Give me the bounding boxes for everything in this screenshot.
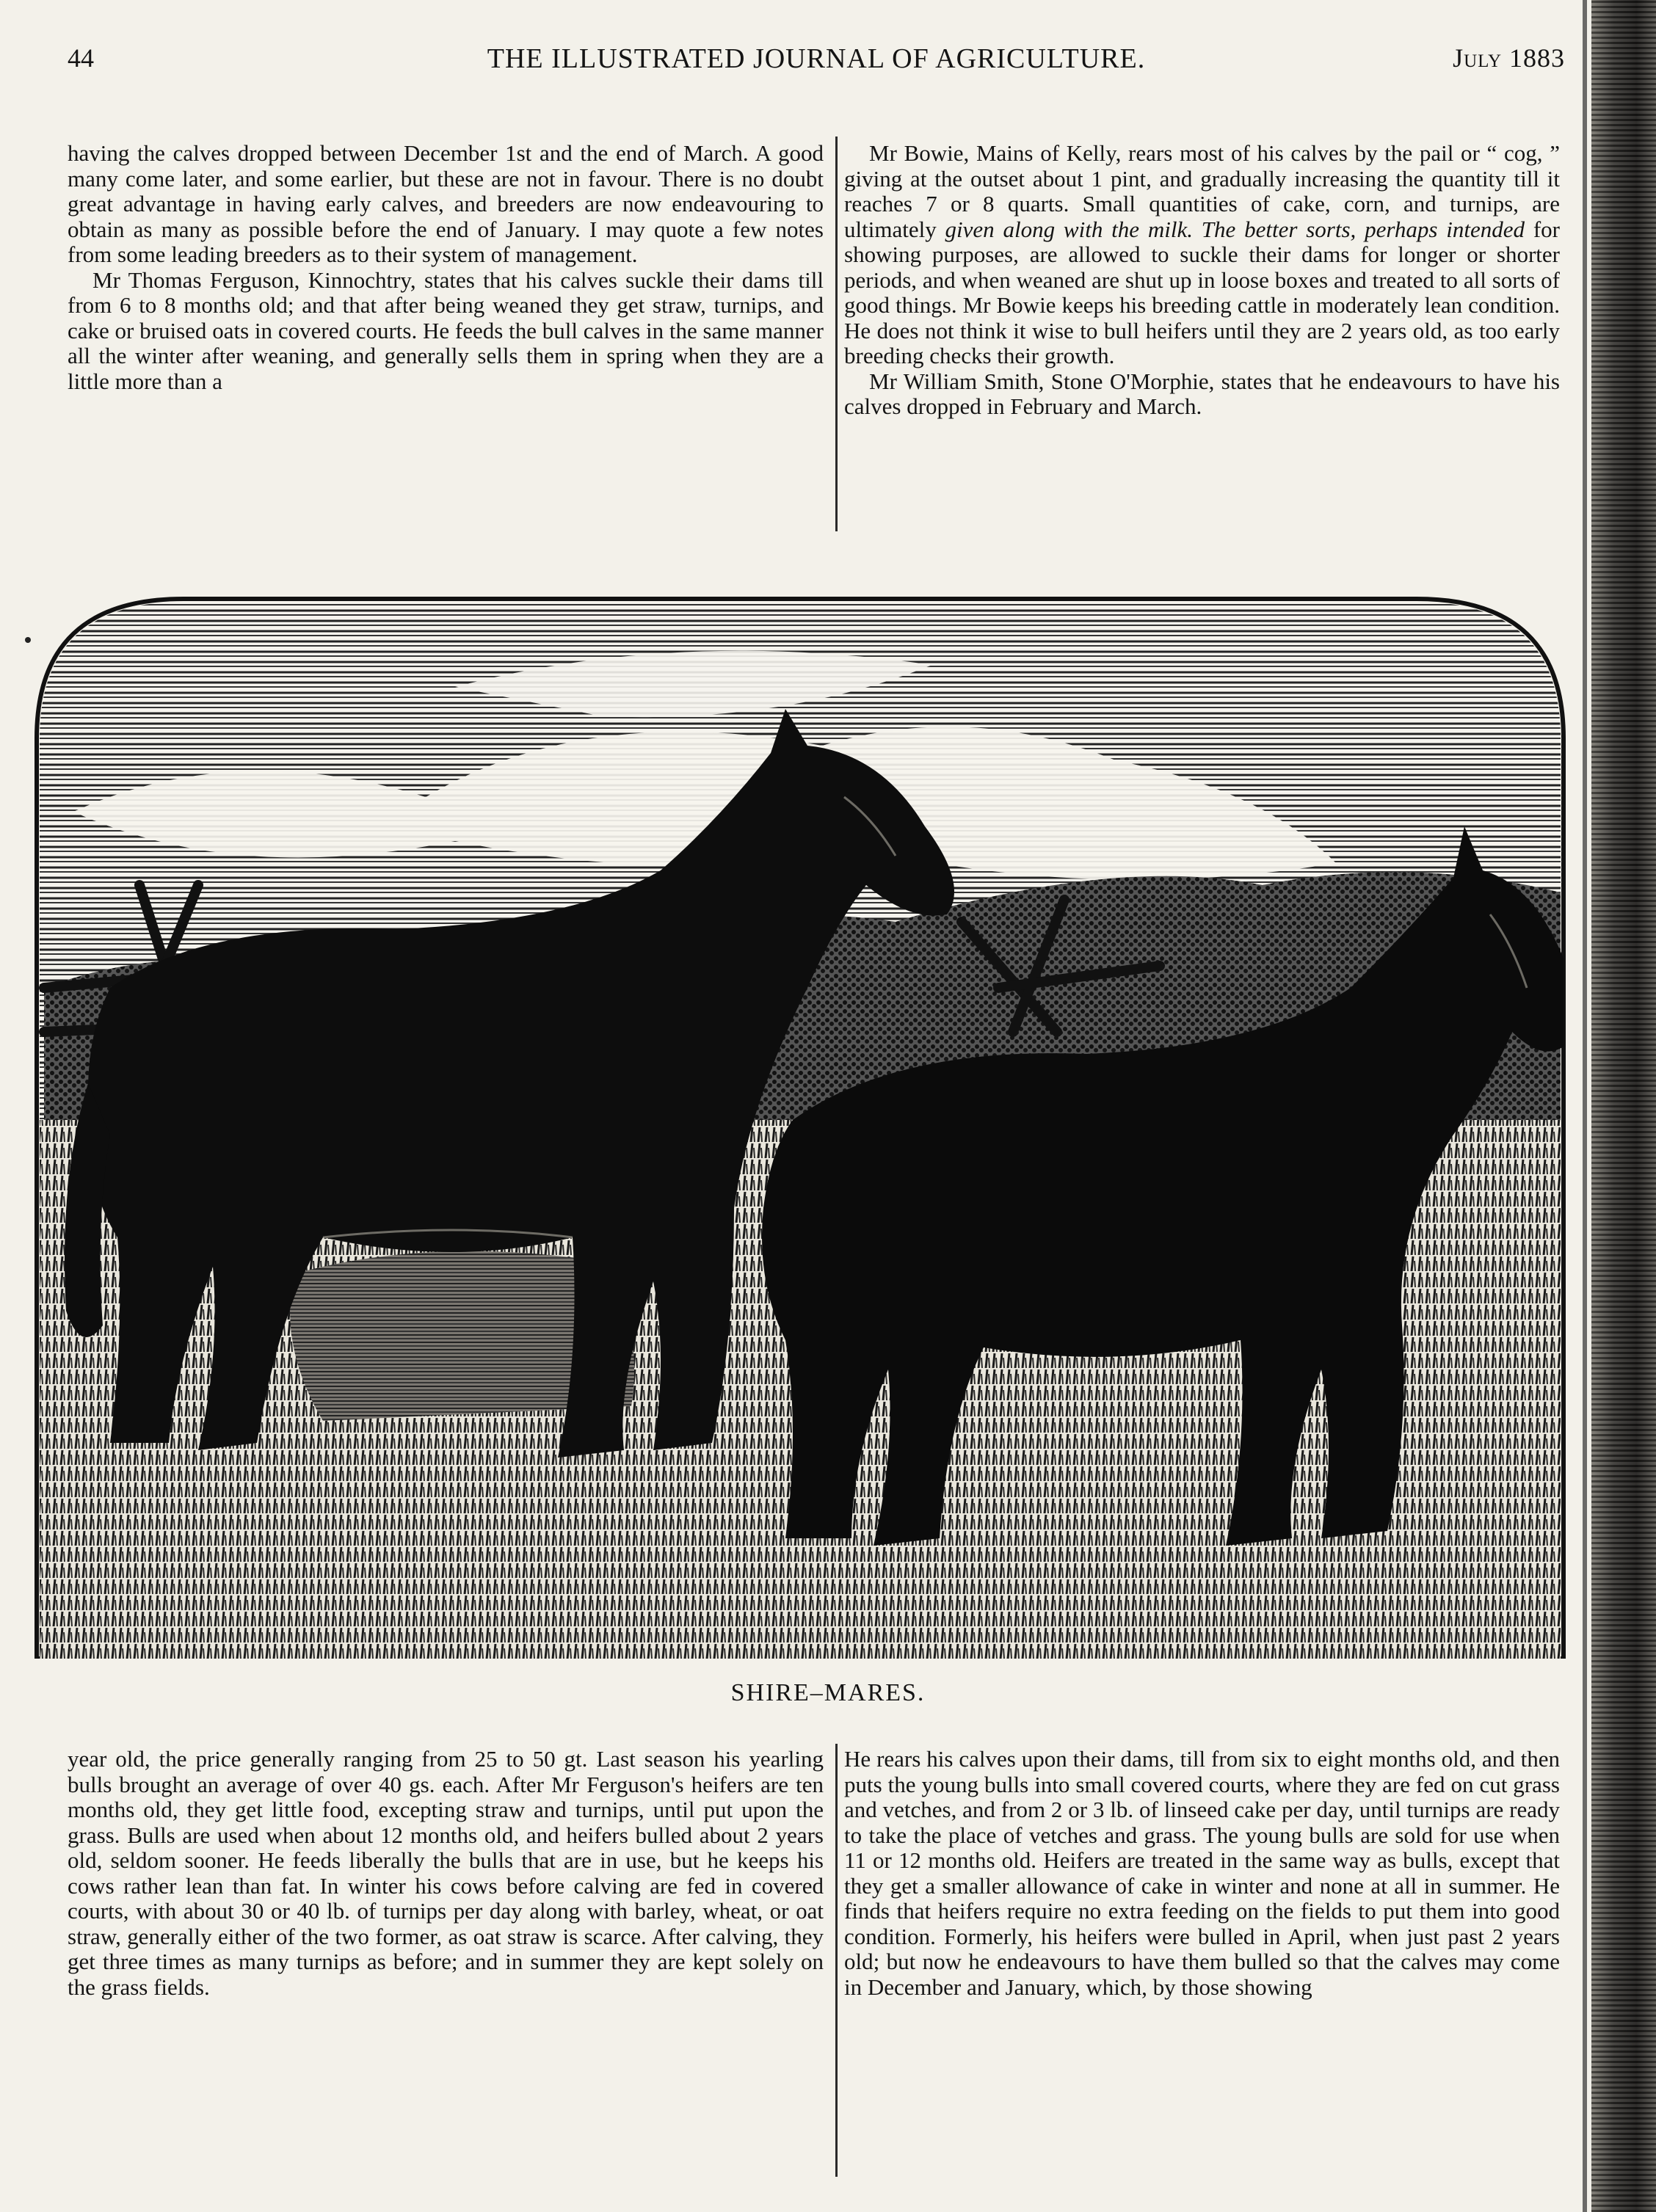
- bottom-right-column: [844, 1747, 1560, 2000]
- journal-title: THE ILLUSTRATED JOURNAL OF AGRICULTURE.: [487, 43, 1146, 74]
- issue-date: July 1883: [1453, 43, 1565, 73]
- scanned-page-edge: [1591, 0, 1656, 2212]
- paragraph: He rears his calves upon their dams, till from six to eight months old, and then puts the young bulls into small covered courts, where they are fed on cut grass and vetches, and from 2 or 3 lb. of linseed cake per day, until turnips are ready to take the place of vetches and grass. The young bulls are sold for use when 11 or 12 months old. Heifers are treated in the same way as bulls, except that they get a smaller allowance of cake in winter and none at all in summer. He finds that heifers require no extra feeding on the fields to put them into good condition. Formerly, his heifers were bulled in April, when just past 2 years old; but now he endeavours to have them bulled so that the calves may come in December and January, which, by those showing: [844, 1746, 1560, 2000]
- shire-mares-engraving: [15, 577, 1586, 1659]
- text-run: Mr Bowie, Mains of Kelly, rears most of his calves by the pail or “ cog, ” giving at the outset about 1 pint, and gradually increasing the quantity till it reaches 7 or 8 quarts. Small quantities of cake, corn, and turnips, are ultimately: [844, 140, 1560, 242]
- column-rule: [835, 137, 838, 531]
- paragraph: Mr William Smith, Stone O'Morphie, states that he endeavours to have his calves dropped in February and March.: [844, 368, 1560, 419]
- page-number: 44: [68, 43, 94, 73]
- text-run: for showing purposes, are allowed to suckle their dams for longer or shorter periods, and when weaned are shut up in loose boxes and treated to all sorts of good things. Mr Bowie keeps his breeding cattle in moderately lean condition. He does not think it wise to bull heifers until they are 2 years old, as too early breeding checks their growth.: [844, 216, 1561, 368]
- paragraph: Mr Thomas Ferguson, Kinnochtry, states that his calves suckle their dams till from 6 to 8 months old; and that after being weaned they get straw, turnips, and cake or bruised oats in covered courts. He feeds the bull calves in the same manner all the winter after weaning, and generally sells them in spring when they are a little more than a: [68, 266, 824, 394]
- paragraph: [844, 141, 1560, 369]
- illustration-caption: SHIRE–MARES.: [730, 1679, 926, 1706]
- paragraph: having the calves dropped between December 1st and the end of March. A good many come later, and some earlier, but these are not in favour. There is no doubt great advantage in having early calves, and breeders are now endeavouring to obtain as many as possible before the end of January. I may quote a few notes from some leading breeders as to their system of management.: [68, 140, 824, 267]
- paragraph: year old, the price generally ranging from 25 to 50 gt. Last season his yearling bulls brought an average of over 40 gs. each. After Mr Ferguson's heifers are ten months old, they get little food, excepting straw and turnips, until put upon the grass. Bulls are used when about 12 months old, and heifers bulled about 2 years old, seldom sooner. He feeds liberally the bulls that are in use, but he keeps his cows rather lean than fat. In winter his cows before calving are fed in covered courts, with about 30 or 40 lb. of turnips per day along with barley, wheat, or oat straw, generally either of the two former, as oat straw is scarce. After calving, they get three times as many turnips as before; and in summer they are kept solely on the grass fields.: [68, 1746, 824, 2000]
- running-header: [68, 43, 1565, 90]
- top-right-column: [844, 141, 1560, 420]
- top-left-column: [68, 141, 824, 394]
- italic-text-run: given along with the milk. The better sorts, perhaps intended: [945, 216, 1525, 242]
- bottom-left-column: [68, 1747, 824, 2000]
- column-rule: [835, 1744, 838, 2177]
